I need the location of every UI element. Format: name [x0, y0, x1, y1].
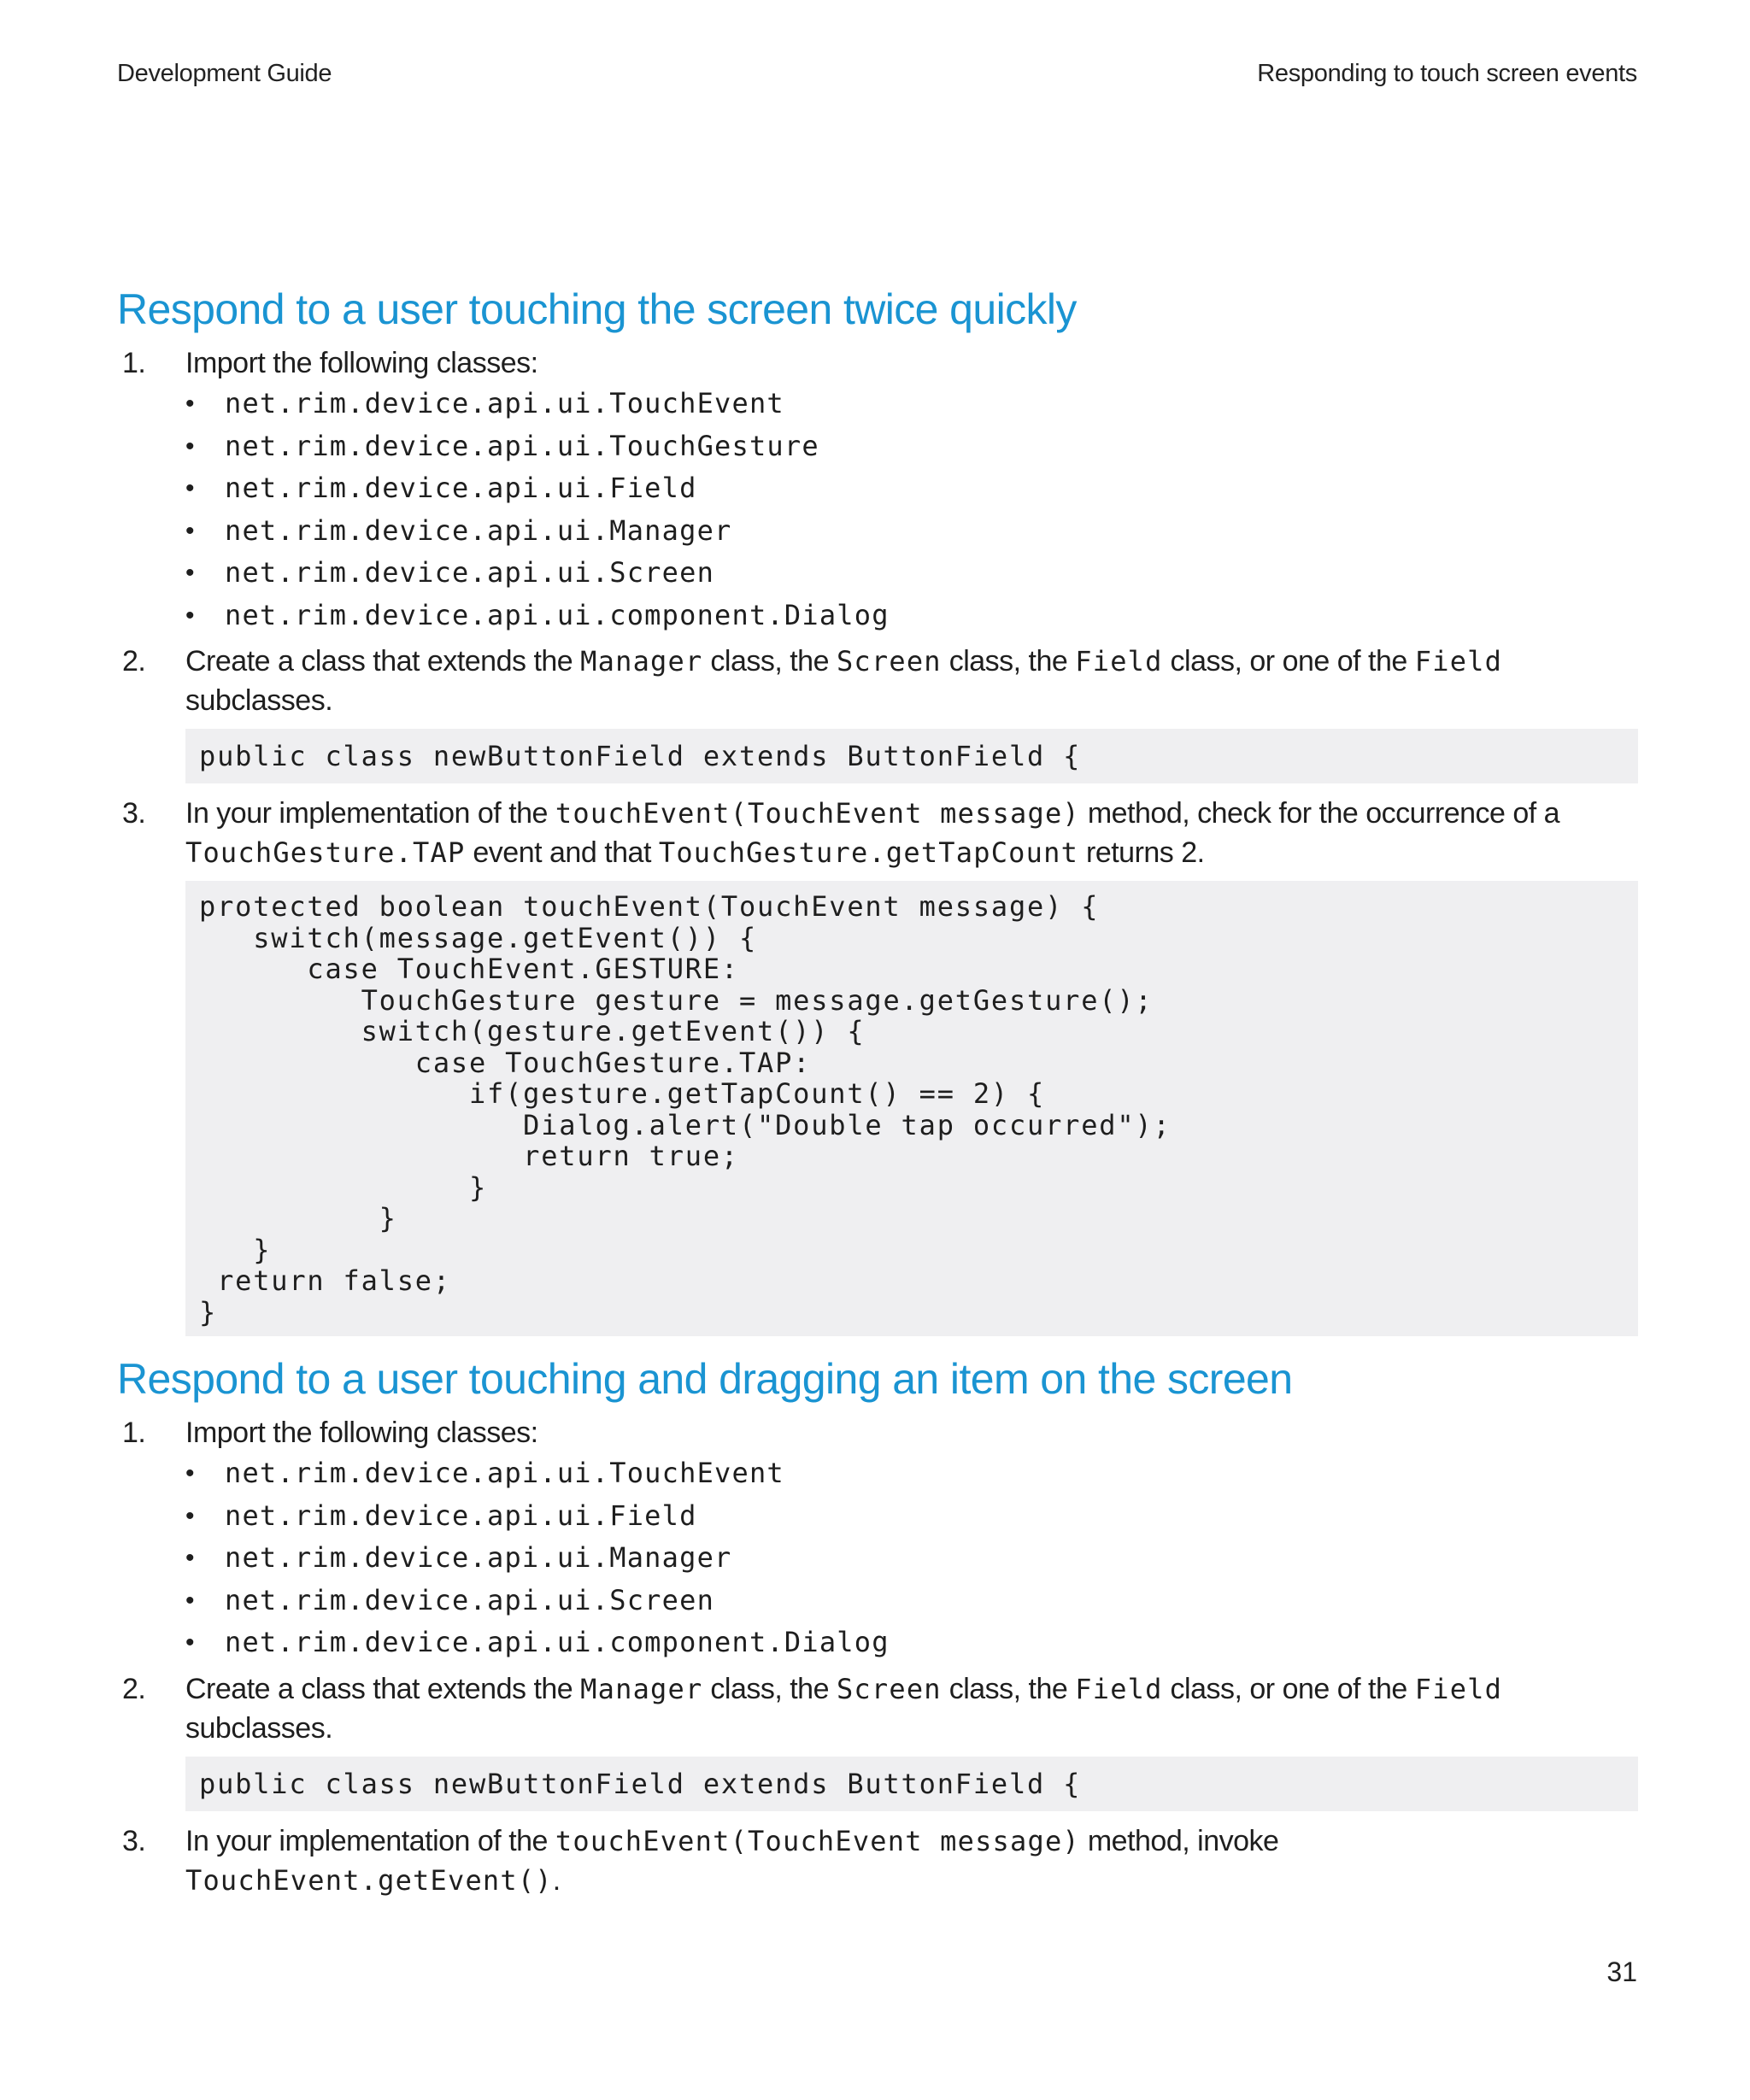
step-text: class, the: [702, 645, 837, 678]
inline-code: TouchGesture.getTapCount: [658, 836, 1079, 869]
inline-code: TouchGesture.TAP: [185, 836, 466, 869]
bullet-icon: •: [185, 390, 195, 418]
step-text: In your implementation of the: [185, 1824, 555, 1857]
import-item: • net.rim.device.api.ui.Field: [185, 1495, 1638, 1538]
import-list: [185, 383, 1638, 636]
bullet-icon: •: [185, 431, 195, 460]
import-item: • net.rim.device.api.ui.Manager: [185, 510, 1638, 553]
running-header-right: Responding to touch screen events: [1257, 60, 1637, 87]
code-block-class-decl: public class newButtonField extends ButtonField {: [185, 1757, 1638, 1811]
inline-code: Field: [1075, 645, 1163, 678]
bullet-icon: •: [185, 1586, 195, 1615]
inline-code: TouchEvent.getEvent(): [185, 1863, 553, 1897]
page-number: 31: [1606, 1956, 1637, 1987]
inline-code: Manager: [580, 1672, 703, 1705]
bullet-icon: •: [185, 1544, 195, 1572]
inline-code: Screen: [836, 1672, 942, 1705]
step-number: 1.: [122, 1417, 146, 1449]
step-2: [117, 1669, 1638, 1748]
step-number: 3.: [122, 797, 146, 830]
import-list: [185, 1452, 1638, 1664]
import-item: • net.rim.device.api.ui.component.Dialog: [185, 1622, 1638, 1664]
section-double-tap: [117, 284, 1638, 1336]
bullet-icon: •: [185, 559, 195, 587]
step-text: Import the following classes:: [185, 347, 538, 379]
code-block-touch-event: protected boolean touchEvent(TouchEvent message) { switch(message.getEvent()) { case TouchEvent.GESTURE: TouchGesture gesture = message.getGesture(); switch(gesture.getEvent()) { case TouchGesture.TAP: if(gesture.getTapCount() == 2) { Dialog.alert("Double tap occurred"); return true; } } } return false; }: [185, 881, 1638, 1336]
step-text: Create a class that extends the: [185, 645, 581, 678]
step-number: 1.: [122, 347, 146, 379]
inline-code: touchEvent(TouchEvent message): [555, 797, 1080, 830]
step-3: [117, 1821, 1638, 1900]
step-text: class, or one of the: [1162, 1672, 1415, 1705]
bullet-icon: •: [185, 474, 195, 502]
step-text: subclasses.: [185, 1711, 333, 1745]
import-item: • net.rim.device.api.ui.Field: [185, 467, 1638, 510]
step-text: Import the following classes:: [185, 1417, 538, 1449]
step-text: In your implementation of the: [185, 797, 555, 830]
step-number: 2.: [122, 1672, 146, 1705]
step-text: method, invoke: [1079, 1824, 1279, 1857]
inline-code: Field: [1075, 1672, 1163, 1705]
bullet-icon: •: [185, 1628, 195, 1657]
inline-code: Screen: [836, 645, 942, 678]
step-text: subclasses.: [185, 684, 333, 717]
section-title-double-tap: Respond to a user touching the screen twice quickly: [117, 285, 1077, 333]
import-item: • net.rim.device.api.ui.TouchGesture: [185, 425, 1638, 468]
import-item: • net.rim.device.api.ui.Screen: [185, 552, 1638, 595]
code-block-class-decl: public class newButtonField extends ButtonField {: [185, 729, 1638, 783]
step-text: Create a class that extends the: [185, 1672, 581, 1705]
section-title-touch-drag: Respond to a user touching and dragging an item on the screen: [117, 1355, 1293, 1403]
step-number: 2.: [122, 645, 146, 678]
step-text: class, the: [702, 1672, 837, 1705]
running-header-left: Development Guide: [117, 60, 332, 87]
step-3: [117, 794, 1638, 872]
import-item: • net.rim.device.api.ui.TouchEvent: [185, 1452, 1638, 1495]
import-item: • net.rim.device.api.ui.component.Dialog: [185, 595, 1638, 637]
import-item: • net.rim.device.api.ui.TouchEvent: [185, 383, 1638, 425]
step-1: [117, 343, 1638, 636]
bullet-icon: •: [185, 1501, 195, 1530]
step-text: class, the: [941, 645, 1076, 678]
step-text: event and that: [465, 836, 659, 869]
step-number: 3.: [122, 1824, 146, 1857]
inline-code: Manager: [580, 645, 703, 678]
step-2: [117, 642, 1638, 720]
step-text: class, or one of the: [1162, 645, 1415, 678]
step-text: returns 2.: [1078, 836, 1205, 869]
inline-code: touchEvent(TouchEvent message): [555, 1824, 1080, 1857]
inline-code: Field: [1414, 1672, 1503, 1705]
section-touch-drag: [117, 1353, 1638, 1900]
import-item: • net.rim.device.api.ui.Manager: [185, 1537, 1638, 1580]
step-text: class, the: [941, 1672, 1076, 1705]
bullet-icon: •: [185, 516, 195, 545]
step-text: method, check for the occurrence of a: [1079, 797, 1560, 830]
inline-code: Field: [1414, 645, 1503, 678]
step-text: .: [552, 1863, 561, 1897]
import-item: • net.rim.device.api.ui.Screen: [185, 1580, 1638, 1622]
step-1: [117, 1413, 1638, 1664]
bullet-icon: •: [185, 1459, 195, 1487]
bullet-icon: •: [185, 601, 195, 630]
